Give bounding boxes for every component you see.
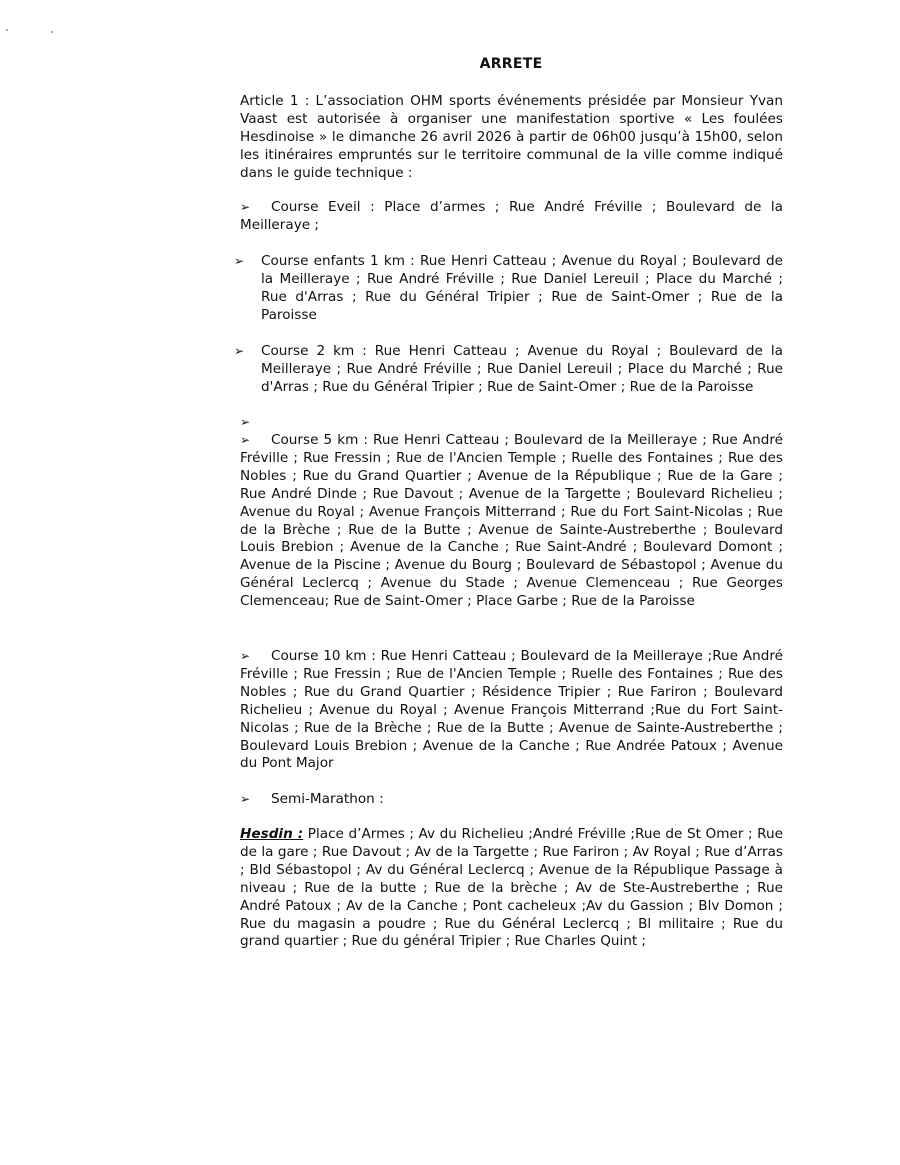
course-2km <box>234 343 783 397</box>
arrow-bullet-icon: ➢ <box>240 649 251 663</box>
hesdin-itinerary <box>240 826 783 951</box>
arrow-bullet-icon: ➢ <box>234 344 245 358</box>
course-semi-text: Semi-Marathon : <box>271 791 384 807</box>
course-10km <box>240 648 783 773</box>
arrow-bullet-icon: ➢ <box>234 254 245 268</box>
course-5km <box>240 432 783 611</box>
hesdin-text: Place d’Armes ; Av du Richelieu ;André Fréville ;Rue de St Omer ; Rue de la gare ; Rue Davout ; Av de la Targette ; Rue Fariron ; Av Royal ; Rue d’Arras ; Bld Sébastopol ; Av du Général Leclercq ; Avenue de la République Passage à niveau ; Rue de la butte ; Rue de la brèche ; Av de Ste-Austreberthe ; Rue André Patoux ; Av de la Canche ; Pont cacheleux ;Av du Gassion ; Blv Domon ; Rue du magasin a poudre ; Rue du Général Leclercq ; Bl militaire ; Rue du grand quartier ; Rue du général Tripier ; Rue Charles Quint ; <box>240 826 783 950</box>
course-eveil <box>240 199 783 235</box>
arrow-bullet-icon: ➢ <box>240 792 251 806</box>
course-5km-text: Course 5 km : Rue Henri Catteau ; Boulevard de la Meilleraye ; Rue André Fréville ; Rue Fressin ; Rue de l'Ancien Temple ; Ruelle des Fontaines ; Rue des Nobles ; Rue du Grand Quartier ; Avenue de la République ; Rue de la Gare ; Rue André Dinde ; Rue Davout ; Avenue de la Targette ; Boulevard Richelieu ; Avenue du Royal ; Avenue François Mitterrand ; Rue du Fort Saint-Nicolas ; Rue de la Brèche ; Rue de la Butte ; Avenue de Sainte-Austreberthe ; Boulevard Louis Brebion ; Avenue de la Canche ; Rue Saint-André ; Boulevard Domont ; Avenue de la Piscine ; Avenue du Bourg ; Boulevard de Sébastopol ; Avenue du Général Leclercq ; Avenue du Stade ; Avenue Clemenceau ; Rue Georges Clemenceau; Rue de Saint-Omer ; Place Garbe ; Rue de la Paroisse <box>240 432 783 610</box>
hesdin-label: Hesdin : <box>240 826 304 842</box>
arrow-bullet-icon: ➢ <box>240 433 251 447</box>
arrow-bullet-icon: ➢ <box>240 200 251 214</box>
course-10km-text: Course 10 km : Rue Henri Catteau ; Boulevard de la Meilleraye ;Rue André Fréville ; Rue Fressin ; Rue de l'Ancien Temple ; Ruelle des Fontaines ; Rue des Nobles ; Rue du Grand Quartier ; Résidence Tripier ; Rue Fariron ; Boulevard Richelieu ; Avenue du Royal ; Avenue François Mitterrand ;Rue du Fort Saint-Nicolas ; Rue de la Brèche ; Rue de la Butte ; Avenue de Sainte-Austreberthe ; Boulevard Louis Brebion ; Avenue de la Canche ; Rue Andrée Patoux ; Avenue du Pont Major <box>240 648 783 772</box>
course-semi-marathon <box>240 791 783 809</box>
scan-speck <box>6 29 8 31</box>
page-title: ARRETE <box>479 56 543 72</box>
course-eveil-text: Course Eveil : Place d’armes ; Rue André Fréville ; Boulevard de la Meilleraye ; <box>240 199 783 233</box>
scan-speck <box>51 31 53 33</box>
course-enfants <box>234 253 783 325</box>
course-enfants-text: Course enfants 1 km : Rue Henri Catteau ; Avenue du Royal ; Boulevard de la Meilleraye ; Rue André Fréville ; Rue Daniel Lereuil ; Place du Marché ; Rue d'Arras ; Rue du Général Tripier ; Rue de Saint-Omer ; Rue de la Paroisse <box>261 253 783 323</box>
course-2km-text: Course 2 km : Rue Henri Catteau ; Avenue du Royal ; Boulevard de la Meilleraye ; Rue André Fréville ; Rue Daniel Lereuil ; Place du Marché ; Rue d'Arras ; Rue du Général Tripier ; Rue de Saint-Omer ; Rue de la Paroisse <box>261 343 783 395</box>
arrow-bullet-icon: ➢ <box>240 415 251 429</box>
article-1: Article 1 : L’association OHM sports événements présidée par Monsieur Yvan Vaast est autorisée à organiser une manifestation sportive « Les foulées Hesdinoise » le dimanche 26 avril 2026 à partir de 06h00 jusqu’à 15h00, selon les itinéraires empruntés sur le territoire communal de la ville comme indiqué dans le guide technique : <box>240 93 783 181</box>
